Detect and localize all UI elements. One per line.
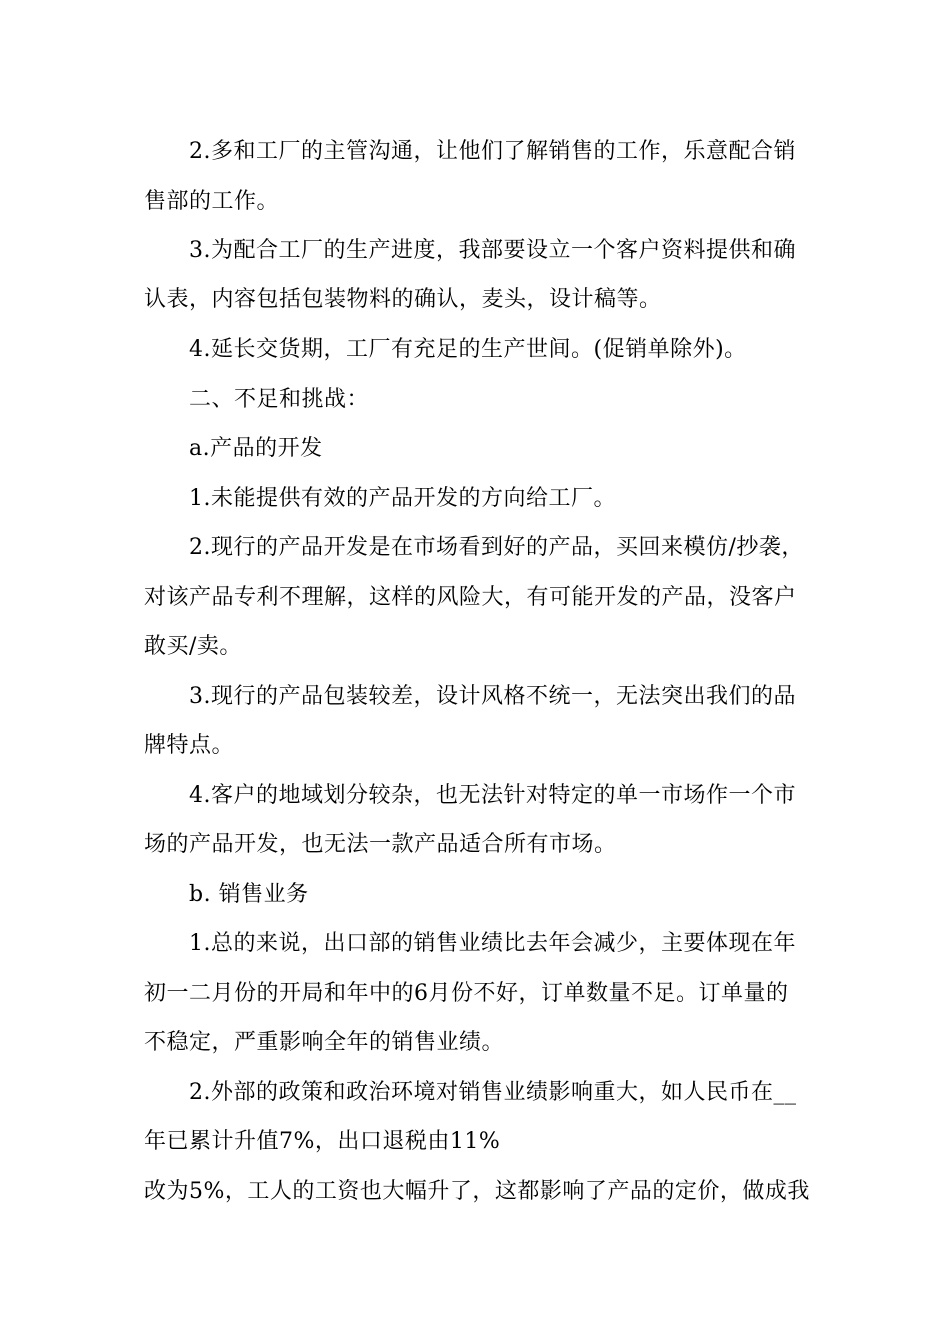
- paragraph-line: 4.客户的地域划分较杂，也无法针对特定的单一市场作一个市: [189, 783, 796, 808]
- paragraph-line: 场的产品开发，也无法一款产品适合所有市场。: [144, 832, 617, 857]
- paragraph-line: 3.为配合工厂的生产进度，我部要设立一个客户资料提供和确: [189, 238, 796, 263]
- subsection-heading: a.产品的开发: [189, 436, 323, 461]
- paragraph-line: 售部的工作。: [144, 189, 280, 214]
- paragraph-line: 对该产品专利不理解，这样的风险大，有可能开发的产品，没客户: [144, 585, 797, 610]
- paragraph-line: 3.现行的产品包装较差，设计风格不统一，无法突出我们的品: [189, 684, 796, 709]
- paragraph-line: 1.未能提供有效的产品开发的方向给工厂。: [189, 486, 616, 511]
- paragraph-line: 1.总的来说，出口部的销售业绩比去年会减少，主要体现在年: [189, 931, 796, 956]
- paragraph-line: 年已累计升值7%，出口退税由11%: [144, 1129, 501, 1154]
- section-heading: 二、不足和挑战：: [189, 387, 370, 412]
- paragraph-line: 2.现行的产品开发是在市场看到好的产品，买回来模仿/抄袭，: [189, 535, 804, 560]
- paragraph-line: 敢买/卖。: [144, 634, 242, 659]
- paragraph-line: 初一二月份的开局和年中的6月份不好，订单数量不足。订单量的: [144, 981, 789, 1006]
- subsection-heading: b. 销售业务: [189, 882, 309, 907]
- paragraph-line: 改为5%，工人的工资也大幅升了，这都影响了产品的定价，做成我: [144, 1179, 810, 1204]
- paragraph-line: 不稳定，严重影响全年的销售业绩。: [144, 1030, 505, 1055]
- paragraph-line: 2.外部的政策和政治环境对销售业绩影响重大，如人民币在__: [189, 1080, 797, 1105]
- paragraph-line: 牌特点。: [144, 733, 235, 758]
- paragraph-line: 认表，内容包括包装物料的确认，麦头，设计稿等。: [144, 287, 662, 312]
- paragraph-line: 2.多和工厂的主管沟通，让他们了解销售的工作，乐意配合销: [189, 139, 796, 164]
- paragraph-line: 4.延长交货期，工厂有充足的生产世间。(促销单除外)。: [189, 337, 747, 362]
